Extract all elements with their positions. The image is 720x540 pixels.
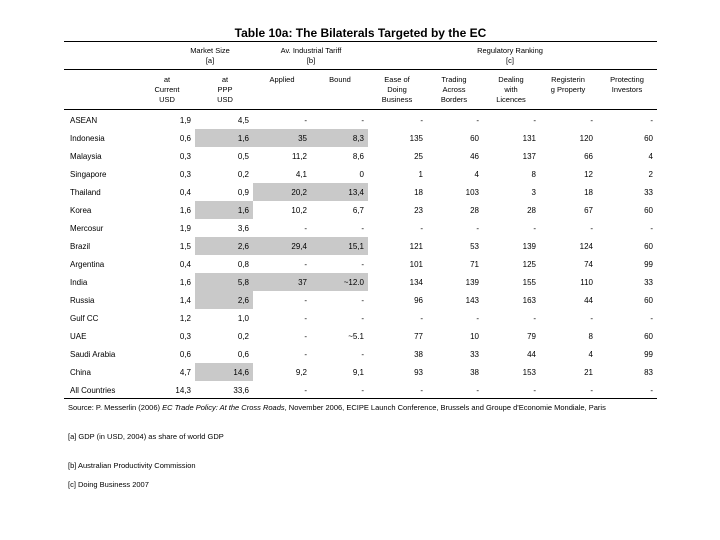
value-cell-registering: - [590,223,593,233]
value-cell-applied: - [304,115,307,125]
value-cell-dealing: 163 [522,295,536,305]
col-trading-l1: Trading [441,75,467,84]
note-a: [a] GDP (in USD, 2004) as share of world GDP [68,432,224,441]
top-rule [64,41,657,42]
columns-rule [64,109,657,110]
value-cell-registering: 120 [579,133,593,143]
value-cell-dealing: - [533,385,536,395]
country-cell: Brazil [70,241,91,251]
value-cell-ppp: 33,6 [233,385,249,395]
value-cell-protecting: 99 [644,259,653,269]
value-cell-current: 0,6 [179,349,191,359]
value-cell-protecting: 60 [644,295,653,305]
col-protecting-l2: Investors [611,85,643,94]
value-cell-current: 1,9 [179,223,191,233]
value-cell-bound: - [361,295,364,305]
value-cell-protecting: - [650,223,653,233]
value-cell-ppp: 14,6 [195,363,253,381]
value-cell-bound: 13,4 [311,183,368,201]
value-cell-current: 1,5 [179,241,191,251]
value-cell-dealing: - [533,223,536,233]
value-cell-applied: - [304,259,307,269]
value-cell-ease: 77 [414,331,423,341]
col-ppp-usd-l2: PPP [217,85,233,94]
value-cell-applied: 9,2 [295,367,307,377]
value-cell-trading: 10 [470,331,479,341]
value-cell-protecting: 33 [644,187,653,197]
col-registering-l2: g Property [550,85,586,94]
col-ease-l3: Business [381,95,413,104]
value-cell-applied: - [304,349,307,359]
note-b: [b] Australian Productivity Commission [68,461,196,470]
value-cell-dealing: 28 [527,205,536,215]
value-cell-registering: 8 [588,331,593,341]
table-row [64,255,657,273]
source-title: EC Trade Policy: At the Cross Roads [162,403,285,412]
value-cell-trading: 4 [474,169,479,179]
source-note [68,403,653,413]
col-ease [372,75,422,105]
value-cell-trading: 28 [470,205,479,215]
value-cell-registering: 18 [584,187,593,197]
country-cell: China [70,367,91,377]
value-cell-trading: - [476,223,479,233]
value-cell-current: 4,7 [179,367,191,377]
col-protecting [600,75,654,95]
value-cell-protecting: 60 [644,133,653,143]
value-cell-current: 0,3 [179,151,191,161]
col-bound: Bound [329,75,351,84]
table-row [64,165,657,183]
value-cell-bound: - [361,223,364,233]
source-prefix: Source: P. Messerlin (2006) [68,403,163,412]
table-row [64,363,657,381]
country-cell: Singapore [70,169,107,179]
value-cell-ease: - [420,115,423,125]
value-cell-current: 1,2 [179,313,191,323]
col-current-usd [145,75,189,105]
value-cell-ppp: 5,8 [195,273,253,291]
value-cell-applied: 29,4 [253,237,311,255]
value-cell-registering: 67 [584,205,593,215]
country-cell: Indonesia [70,133,105,143]
country-cell: Argentina [70,259,105,269]
value-cell-ease: 23 [414,205,423,215]
value-cell-dealing: 139 [522,241,536,251]
value-cell-ease: 38 [414,349,423,359]
value-cell-protecting: 60 [644,241,653,251]
value-cell-trading: 139 [465,277,479,287]
country-cell: Thailand [70,187,101,197]
table-row [64,183,657,201]
value-cell-applied: - [304,223,307,233]
table-row [64,147,657,165]
value-cell-registering: - [590,115,593,125]
value-cell-ppp: 1,6 [195,201,253,219]
value-cell-ease: - [420,385,423,395]
value-cell-dealing: 125 [522,259,536,269]
value-cell-applied: - [304,385,307,395]
col-ppp-usd-l3: USD [217,95,233,104]
value-cell-registering: 44 [584,295,593,305]
value-cell-dealing: 131 [522,133,536,143]
value-cell-bound: ~5.1 [348,331,364,341]
value-cell-trading: 60 [470,133,479,143]
value-cell-ease: 1 [418,169,423,179]
value-cell-dealing: 3 [531,187,536,197]
value-cell-ease: 96 [414,295,423,305]
value-cell-applied: 10,2 [291,205,307,215]
value-cell-applied: 35 [253,129,311,147]
col-ease-l2: Doing [387,85,407,94]
table-row [64,327,657,345]
value-cell-current: 1,6 [179,205,191,215]
value-cell-applied: 4,1 [295,169,307,179]
header-rule [64,69,657,70]
note-c: [c] Doing Business 2007 [68,480,149,489]
value-cell-trading: - [476,115,479,125]
country-cell: Korea [70,205,92,215]
table-row [64,111,657,129]
bottom-rule [64,398,657,399]
value-cell-ease: - [420,223,423,233]
table-row [64,309,657,327]
value-cell-registering: 4 [588,349,593,359]
col-current-usd-l2: Current [154,85,180,94]
col-dealing-l1: Dealing [498,75,524,84]
value-cell-current: 0,3 [179,169,191,179]
value-cell-applied: 37 [253,273,311,291]
value-cell-trading: 71 [470,259,479,269]
value-cell-ppp: 0,8 [237,259,249,269]
value-cell-applied: 20,2 [253,183,311,201]
table-row [64,273,657,291]
value-cell-registering: - [590,385,593,395]
value-cell-bound: 8,3 [311,129,368,147]
value-cell-protecting: 83 [644,367,653,377]
value-cell-applied: - [304,295,307,305]
country-cell: ASEAN [70,115,98,125]
value-cell-dealing: 8 [531,169,536,179]
value-cell-ppp: 1,6 [195,129,253,147]
value-cell-dealing: 153 [522,367,536,377]
col-ppp-usd [203,75,247,105]
source-suffix: , November 2006, ECIPE Launch Conference, Brussels and Groupe d'Economie Mondiale, Paris [284,403,606,412]
table-row [64,237,657,255]
value-cell-applied: - [304,313,307,323]
value-cell-bound: 8,6 [352,151,364,161]
header-market-size-label: Market Size [190,46,230,55]
col-protecting-l1: Protecting [610,75,644,84]
value-cell-current: 14,3 [175,385,191,395]
value-cell-trading: - [476,385,479,395]
value-cell-current: 0,4 [179,187,191,197]
header-regulatory [450,46,570,66]
value-cell-protecting: 60 [644,331,653,341]
value-cell-ease: 101 [409,259,423,269]
value-cell-ease: 25 [414,151,423,161]
value-cell-bound: 15,1 [311,237,368,255]
value-cell-dealing: 44 [527,349,536,359]
header-tariff-label: Av. Industrial Tariff [280,46,342,55]
value-cell-protecting: 60 [644,205,653,215]
table-row [64,381,657,399]
col-ppp-usd-l1: at [221,75,229,84]
value-cell-ppp: 4,5 [237,115,249,125]
country-cell: Mercosur [70,223,104,233]
value-cell-bound: - [361,115,364,125]
value-cell-ppp: 0,6 [237,349,249,359]
value-cell-trading: 53 [470,241,479,251]
header-regulatory-note: [c] [506,56,514,65]
col-dealing [486,75,536,105]
country-cell: All Countries [70,385,116,395]
col-dealing-l3: Licences [496,95,526,104]
value-cell-dealing: 137 [522,151,536,161]
value-cell-ease: 93 [414,367,423,377]
value-cell-ease: 18 [414,187,423,197]
value-cell-protecting: 2 [648,169,653,179]
value-cell-trading: - [476,313,479,323]
table-row [64,129,657,147]
country-cell: Malaysia [70,151,102,161]
col-ease-l1: Ease of [384,75,410,84]
value-cell-dealing: - [533,313,536,323]
col-registering [542,75,594,95]
value-cell-bound: ~12.0 [311,273,368,291]
value-cell-current: 0,6 [179,133,191,143]
value-cell-bound: - [361,313,364,323]
col-applied: Applied [269,75,295,84]
value-cell-bound: 0 [359,169,364,179]
value-cell-ease: - [420,313,423,323]
value-cell-bound: - [361,385,364,395]
table-row [64,291,657,309]
table-row [64,201,657,219]
table-title: Table 10a: The Bilaterals Targeted by the EC [234,26,487,40]
value-cell-trading: 143 [465,295,479,305]
country-cell: India [70,277,88,287]
value-cell-applied: 11,2 [292,151,307,161]
value-cell-protecting: 99 [644,349,653,359]
value-cell-trading: 103 [465,187,479,197]
value-cell-current: 1,9 [179,115,191,125]
header-market-size [155,46,265,66]
value-cell-applied: - [304,331,307,341]
col-current-usd-l3: USD [159,95,175,104]
value-cell-ppp: 3,6 [237,223,249,233]
value-cell-current: 1,6 [179,277,191,287]
value-cell-bound: 9,1 [352,367,364,377]
value-cell-dealing: - [533,115,536,125]
value-cell-protecting: 33 [644,277,653,287]
value-cell-ppp: 0,2 [237,169,249,179]
value-cell-ppp: 0,2 [237,331,249,341]
country-cell: Russia [70,295,95,305]
col-dealing-l2: with [504,85,518,94]
value-cell-trading: 46 [470,151,479,161]
value-cell-current: 1,4 [179,295,191,305]
value-cell-ppp: 1,0 [237,313,249,323]
value-cell-bound: - [361,259,364,269]
value-cell-bound: - [361,349,364,359]
value-cell-registering: 21 [584,367,593,377]
value-cell-ease: 121 [409,241,423,251]
value-cell-ppp: 2,6 [195,291,253,309]
value-cell-ppp: 2,6 [195,237,253,255]
country-cell: Saudi Arabia [70,349,116,359]
value-cell-registering: 74 [584,259,593,269]
value-cell-registering: 12 [584,169,593,179]
value-cell-ease: 134 [409,277,423,287]
table-row [64,219,657,237]
header-tariff-note: [b] [306,56,316,65]
value-cell-trading: 33 [470,349,479,359]
col-current-usd-l1: at [163,75,171,84]
header-tariff [256,46,366,66]
data-table [64,111,657,399]
header-market-size-note: [a] [205,56,215,65]
value-cell-ppp: 0,5 [237,151,249,161]
country-cell: UAE [70,331,87,341]
col-registering-l1: Registerin [551,75,585,84]
value-cell-ease: 135 [409,133,423,143]
value-cell-registering: - [590,313,593,323]
value-cell-registering: 124 [579,241,593,251]
value-cell-protecting: 4 [648,151,653,161]
value-cell-trading: 38 [470,367,479,377]
value-cell-dealing: 155 [522,277,536,287]
col-trading-l2: Across [442,85,466,94]
col-trading-l3: Borders [440,95,468,104]
value-cell-protecting: - [650,313,653,323]
col-trading [429,75,479,105]
value-cell-current: 0,4 [179,259,191,269]
value-cell-registering: 110 [580,277,593,287]
value-cell-bound: 6,7 [352,205,364,215]
value-cell-registering: 66 [584,151,593,161]
header-regulatory-label: Regulatory Ranking [477,46,543,55]
value-cell-current: 0,3 [179,331,191,341]
value-cell-protecting: - [650,115,653,125]
value-cell-dealing: 79 [527,331,536,341]
value-cell-protecting: - [650,385,653,395]
country-cell: Gulf CC [70,313,99,323]
table-row [64,345,657,363]
value-cell-ppp: 0,9 [237,187,249,197]
